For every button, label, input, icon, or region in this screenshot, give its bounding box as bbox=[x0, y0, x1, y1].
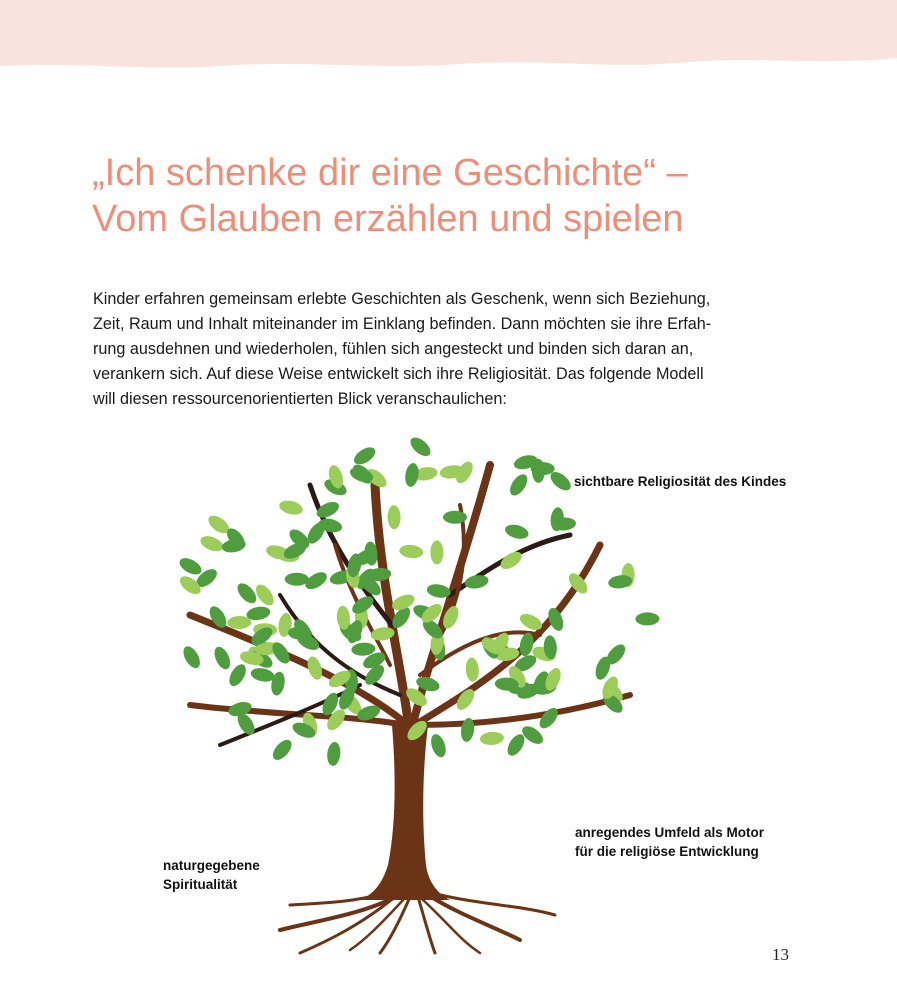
tree-root bbox=[432, 893, 555, 915]
tree-root bbox=[418, 897, 435, 953]
leaf-icon bbox=[177, 555, 204, 578]
leaf-icon bbox=[428, 732, 448, 759]
leaf-icon bbox=[635, 612, 659, 625]
label-text: sichtbare Religiosität des Kindes bbox=[574, 474, 787, 489]
leaf-icon bbox=[532, 459, 545, 483]
intro-paragraph bbox=[93, 287, 813, 412]
leaf-icon bbox=[234, 580, 260, 607]
leaf-icon bbox=[250, 666, 276, 683]
leaf-icon bbox=[404, 462, 421, 488]
paragraph-line: Zeit, Raum und Inhalt miteinander im Einklang befinden. Dann möchten sie ihre Erfah- bbox=[93, 315, 712, 333]
label-text: Spiritualität bbox=[163, 877, 238, 892]
paragraph-line: Kinder erfahren gemeinsam erlebte Geschichten als Geschenk, wenn sich Beziehung, bbox=[93, 290, 711, 308]
paragraph-line: rung ausdehnen und wiederholen, fühlen sich angesteckt und binden sich daran an, bbox=[93, 340, 694, 358]
leaf-icon bbox=[407, 434, 434, 460]
title-line: „Ich schenke dir eine Geschichte“ – bbox=[92, 152, 688, 194]
leaf-icon bbox=[430, 540, 443, 564]
tree-roots bbox=[280, 893, 555, 953]
leaf-icon bbox=[443, 511, 467, 524]
label-visible-religiosity bbox=[574, 472, 786, 491]
label-text: anregendes Umfeld als Motor bbox=[575, 825, 765, 840]
page-title bbox=[92, 150, 852, 242]
page-number: 13 bbox=[772, 945, 789, 964]
label-stimulating-environment bbox=[575, 823, 764, 861]
leaf-icon bbox=[211, 644, 233, 671]
leaf-icon bbox=[180, 644, 203, 671]
leaf-icon bbox=[252, 581, 277, 608]
leaf-icon bbox=[387, 505, 400, 529]
leaf-icon bbox=[479, 731, 504, 746]
paragraph-line: will diesen ressourcenorientierten Blick veranschaulichen: bbox=[93, 390, 507, 408]
leaf-icon bbox=[507, 471, 531, 498]
label-text: für die religiöse Entwicklung bbox=[575, 844, 759, 859]
leaf-icon bbox=[465, 657, 480, 682]
leaf-icon bbox=[351, 444, 378, 468]
leaf-icon bbox=[269, 737, 295, 764]
paragraph-line: verankern sich. Auf diese Weise entwickelt sich ihre Religiosität. Das folgende Modell bbox=[93, 365, 704, 383]
leaf-icon bbox=[464, 573, 490, 590]
label-innate-spirituality bbox=[163, 856, 260, 894]
decorative-top-band bbox=[0, 0, 897, 80]
leaf-icon bbox=[504, 522, 531, 541]
leaf-icon bbox=[399, 544, 424, 559]
label-text: naturgegebene bbox=[163, 858, 260, 873]
leaf-icon bbox=[278, 498, 304, 516]
leaf-icon bbox=[198, 533, 225, 554]
leaf-icon bbox=[326, 741, 341, 766]
leaf-icon bbox=[285, 573, 309, 586]
title-line: Vom Glauben erzählen und spielen bbox=[92, 198, 684, 240]
